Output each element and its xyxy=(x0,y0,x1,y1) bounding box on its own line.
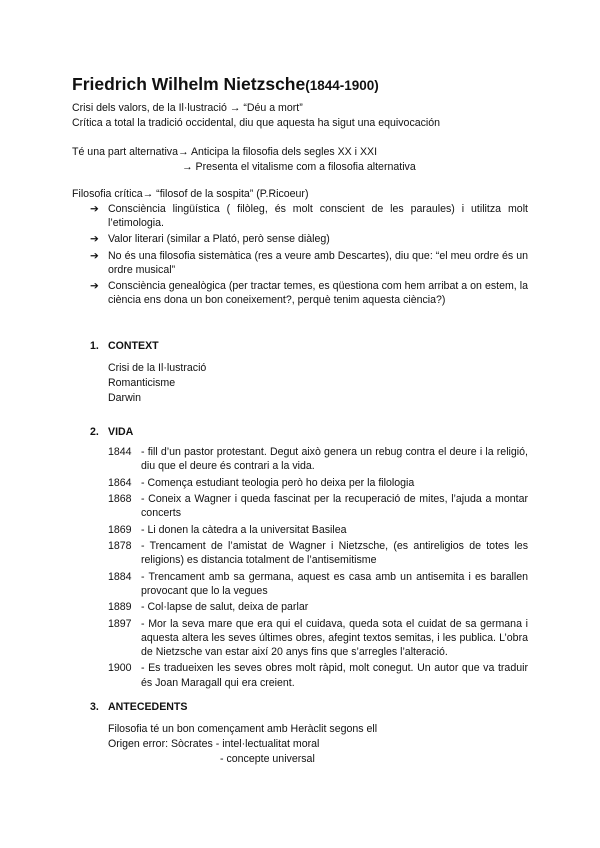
alternative-line-2: → Presenta el vitalisme com a filosofia alternativa xyxy=(182,161,416,173)
list-item xyxy=(90,232,528,246)
timeline-item xyxy=(108,570,528,598)
arrow-icon: ➔ xyxy=(90,203,99,215)
timeline-item xyxy=(108,492,528,520)
page-title xyxy=(72,74,379,95)
timeline-item xyxy=(108,600,528,614)
timeline-item xyxy=(108,617,528,660)
timeline-year: 1889 xyxy=(108,601,132,614)
timeline-item xyxy=(108,476,528,490)
antecedents-line: Origen error: Sòcrates - intel·lectualitat moral xyxy=(108,738,320,750)
timeline-text: - Col·lapse de salut, deixa de parlar xyxy=(141,601,309,614)
timeline-year: 1900 xyxy=(108,662,132,675)
critica-heading: Filosofia crítica→ “filosof de la sospita” (P.Ricoeur) xyxy=(72,188,309,200)
timeline-text: - Trencament amb sa germana, aquest es casa amb un antisemita i es barallen provocant que lo la vegues xyxy=(141,570,528,597)
section-vida-title: VIDA xyxy=(108,426,134,438)
timeline-year: 1878 xyxy=(108,539,132,552)
critica-list xyxy=(90,202,528,309)
timeline-text: - Li donen la càtedra a la universitat Basilea xyxy=(141,523,347,536)
list-item xyxy=(90,279,528,307)
arrow-icon: ➔ xyxy=(90,249,99,262)
timeline-item xyxy=(108,661,528,689)
timeline-year: 1869 xyxy=(108,523,132,536)
timeline-item xyxy=(108,523,528,537)
list-item-text: Valor literari (similar a Plató, però sense diàleg) xyxy=(108,233,330,246)
list-item xyxy=(90,202,528,230)
timeline-year: 1897 xyxy=(108,617,132,630)
list-item xyxy=(90,249,528,277)
alternative-line-1: Té una part alternativa→ Anticipa la filosofia dels segles XX i XXI xyxy=(72,146,378,158)
intro-line-1: Crisi dels valors, de la Il·lustració → “Déu a mort” xyxy=(72,102,303,114)
timeline-text: - fill d’un pastor protestant. Degut això genera un rebug contra el deure i la religió, diu que el deure és contrari a la vida. xyxy=(141,446,528,473)
section-context-title: CONTEXT xyxy=(108,340,159,352)
list-item-text: Consciència genealògica (per tractar temes, es qüestiona com hem arribat a on estem, la ciència ens dona un bon coneixement?, perquè tenim aquesta ciència?) xyxy=(108,280,528,307)
arrow-icon: ➔ xyxy=(90,280,99,293)
vida-timeline xyxy=(108,445,528,692)
timeline-text: - Mor la seva mare que era qui el cuidava, queda sota el cuidat de sa germana i aquesta altera les seves últimes obres, afegint textos semitas, i les publica. L’obra de Nietzsche van estar així 20 anys fins que s’arregles l’alteració. xyxy=(141,617,528,658)
arrow-icon: ➔ xyxy=(90,233,99,246)
intro-line-2: Crítica a total la tradició occidental, diu que aquesta ha sigut una equivocación xyxy=(72,117,441,129)
title-years: (1844-1900) xyxy=(305,78,379,93)
section-context-number: 1. xyxy=(90,340,99,352)
timeline-item xyxy=(108,539,528,567)
timeline-year: 1844 xyxy=(108,446,132,458)
context-item: Darwin xyxy=(108,392,141,404)
context-item: Crisi de la Il·lustració xyxy=(108,362,207,374)
timeline-year: 1868 xyxy=(108,492,132,505)
section-antecedents-number: 3. xyxy=(90,701,99,713)
section-antecedents-title: ANTECEDENTS xyxy=(108,701,188,713)
timeline-text: - Coneix a Wagner i queda fascinat per la recuperació de mites, l’ajuda a montar concerts xyxy=(141,492,528,520)
timeline-text: - Comença estudiant teologia però ho deixa per la filologia xyxy=(141,476,415,489)
section-vida-number: 2. xyxy=(90,426,99,438)
timeline-text: - Es tradueixen les seves obres molt ràpid, molt conegut. Un autor que va traduir és Joan Maragall qui era creient. xyxy=(141,662,528,689)
title-name: Friedrich Wilhelm Nietzsche xyxy=(72,74,306,94)
list-item-text: No és una filosofia sistemàtica (res a veure amb Descartes), diu que: “el meu ordre és un ordre musical” xyxy=(108,249,528,276)
antecedents-line: Filosofia té un bon començament amb Heràclit segons ell xyxy=(108,723,378,735)
timeline-year: 1884 xyxy=(108,570,132,583)
list-item-text: Consciència lingüística ( filòleg, és molt conscient de les paraules) i utilitza molt l’etimologia. xyxy=(108,203,528,230)
antecedents-line: - concepte universal xyxy=(220,753,315,765)
timeline-item xyxy=(108,445,528,473)
timeline-text: - Trencament de l’amistat de Wagner i Nietzsche, (es antireligios de totes les religions) es distancia totalment de l’antisemitisme xyxy=(141,539,528,567)
context-item: Romanticisme xyxy=(108,377,176,389)
timeline-year: 1864 xyxy=(108,476,132,489)
